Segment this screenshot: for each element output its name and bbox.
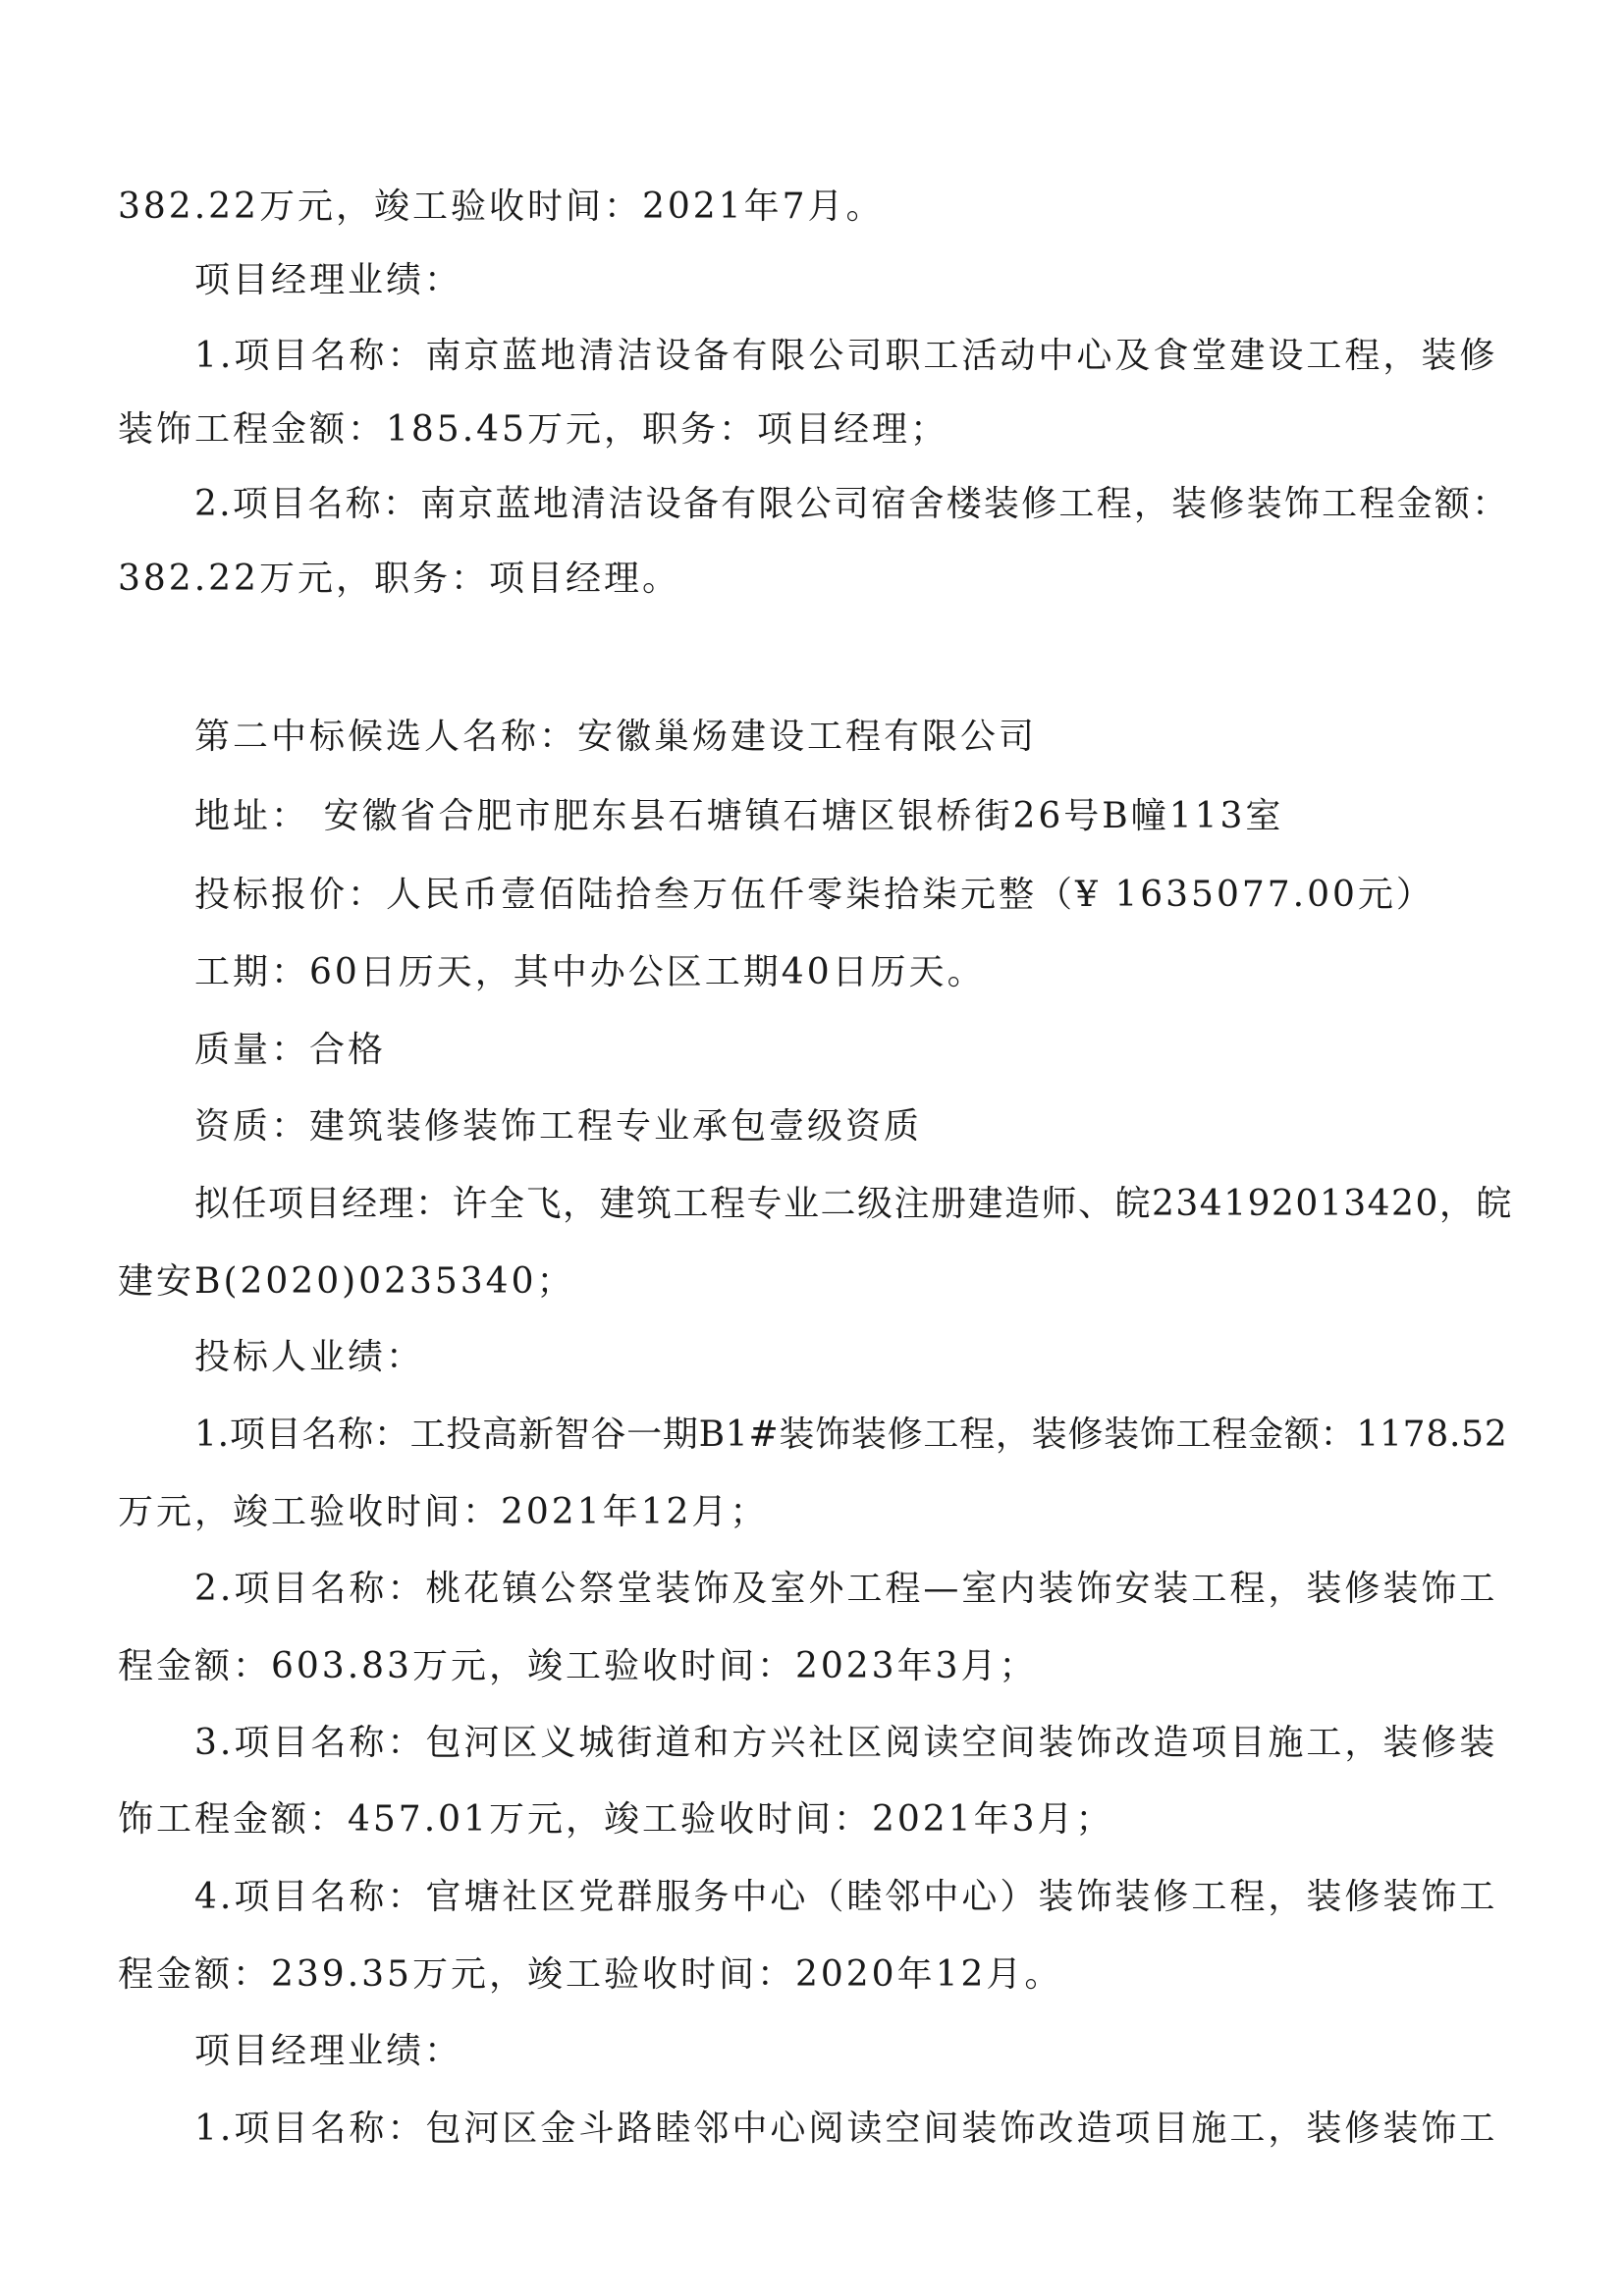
text-line: 建安B(2020)0235340； bbox=[118, 1261, 575, 1302]
text-line: 程金额：603.83万元，竣工验收时间：2023年3月； bbox=[118, 1646, 1038, 1686]
text-line: 2.项目名称：桃花镇公祭堂装饰及室外工程—室内装饰安装工程，装修装饰工 bbox=[194, 1569, 1498, 1609]
text-line: 4.项目名称：官塘社区党群服务中心（睦邻中心）装饰装修工程，装修装饰工 bbox=[194, 1877, 1498, 1917]
text-line: 投标报价：人民币壹佰陆拾叁万伍仟零柒拾柒元整（¥ 1635077.00元） bbox=[194, 875, 1435, 915]
text-line: 地址： 安徽省合肥市肥东县石塘镇石塘区银桥街26号B幢113室 bbox=[194, 796, 1284, 836]
text-line: 382.22万元，职务：项目经理。 bbox=[118, 559, 680, 599]
text-line: 装饰工程金额：185.45万元，职务：项目经理； bbox=[118, 409, 948, 450]
text-line: 2.项目名称：南京蓝地清洁设备有限公司宿舍楼装修工程，装修装饰工程金额： bbox=[194, 484, 1510, 524]
text-line: 资质：建筑装修装饰工程专业承包壹级资质 bbox=[194, 1106, 923, 1147]
text-line: 382.22万元，竣工验收时间：2021年7月。 bbox=[118, 187, 885, 227]
text-line: 质量：合格 bbox=[194, 1030, 387, 1070]
text-line: 工期：60日历天，其中办公区工期40日历天。 bbox=[194, 952, 986, 992]
text-line: 1.项目名称：包河区金斗路睦邻中心阅读空间装饰改造项目施工，装修装饰工 bbox=[194, 2109, 1498, 2149]
text-line: 项目经理业绩： bbox=[194, 260, 463, 300]
text-line: 拟任项目经理：许全飞，建筑工程专业二级注册建造师、皖234192013420，皖 bbox=[194, 1184, 1513, 1224]
text-line: 投标人业绩： bbox=[194, 1337, 425, 1377]
text-line: 万元，竣工验收时间：2021年12月； bbox=[118, 1492, 769, 1532]
text-line: 第二中标候选人名称：安徽巢炀建设工程有限公司 bbox=[194, 717, 1038, 757]
text-line: 1.项目名称：南京蓝地清洁设备有限公司职工活动中心及食堂建设工程，装修 bbox=[194, 336, 1498, 376]
text-line: 项目经理业绩： bbox=[194, 2031, 463, 2071]
text-line: 1.项目名称：工投高新智谷一期B1#装饰装修工程，装修装饰工程金额：1178.52 bbox=[194, 1415, 1508, 1455]
text-line: 程金额：239.35万元，竣工验收时间：2020年12月。 bbox=[118, 1954, 1063, 1995]
text-line: 3.项目名称：包河区义城街道和方兴社区阅读空间装饰改造项目施工，装修装 bbox=[194, 1723, 1498, 1763]
text-line: 饰工程金额：457.01万元，竣工验收时间：2021年3月； bbox=[118, 1799, 1114, 1840]
